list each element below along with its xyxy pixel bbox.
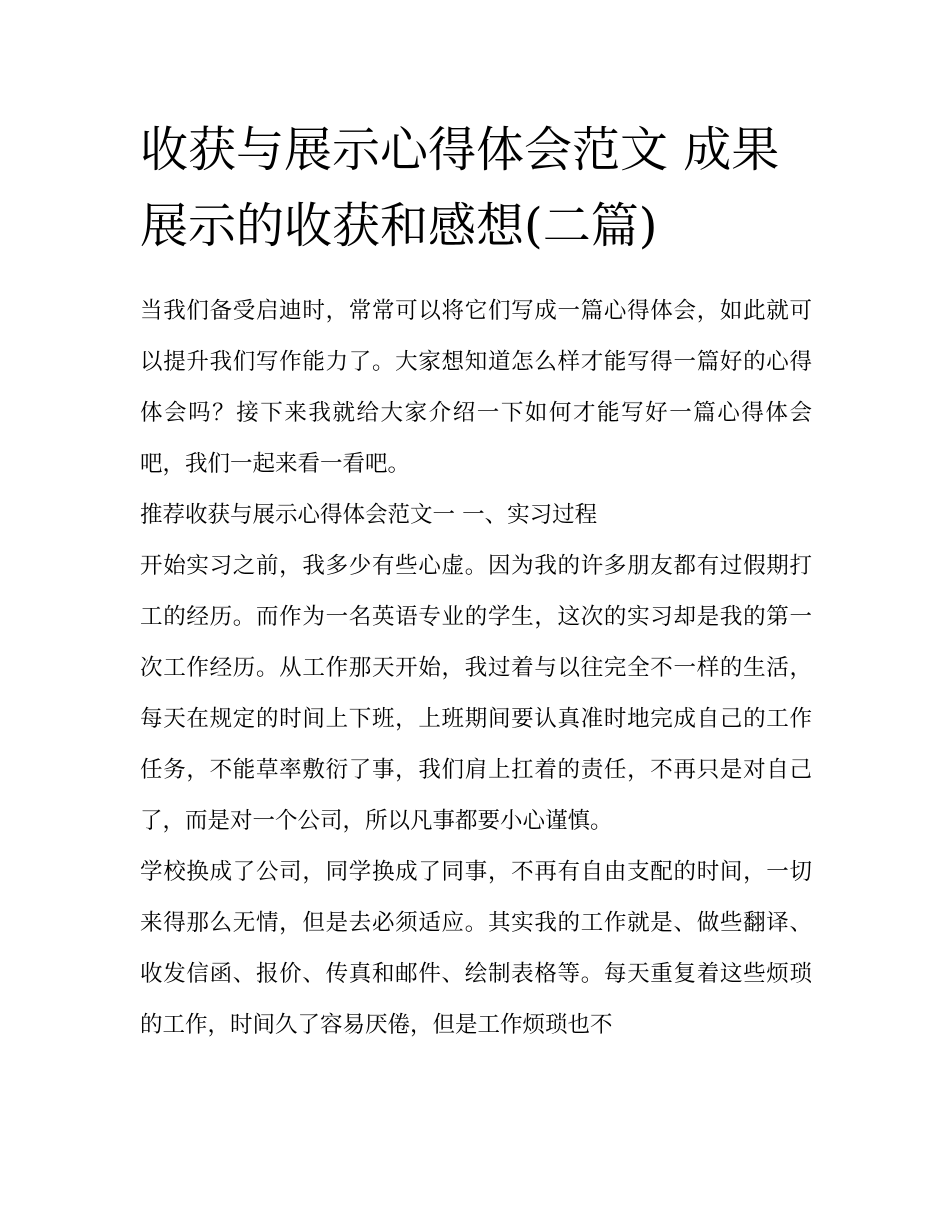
document-page — [140, 112, 812, 1051]
body-paragraph-1: 开始实习之前，我多少有些心虚。因为我的许多朋友都有过假期打工的经历。而作为一名英语专业的学生，这次的实习却是我的第一次工作经历。从工作那天开始，我过着与以往完全不一样的生活，每天在规定的时间上下班，上班期间要认真准时地完成自己的工作任务，不能草率敷衍了事，我们肩上扛着的责任，不再只是对自己了，而是对一个公司，所以凡事都要小心谨慎。 — [140, 553, 812, 834]
body-paragraph-2: 学校换成了公司，同学换成了同事，不再有自由支配的时间，一切来得那么无情，但是去必须适应。其实我的工作就是、做些翻译、收发信函、报价、传真和邮件、绘制表格等。每天重复着这些烦琐的工作，时间久了容易厌倦，但是工作烦琐也不 — [140, 859, 812, 1038]
intro-paragraph: 当我们备受启迪时，常常可以将它们写成一篇心得体会，如此就可以提升我们写作能力了。大家想知道怎么样才能写得一篇好的心得体会吗？接下来我就给大家介绍一下如何才能写好一篇心得体会吧，我们一起来看一看吧。 — [140, 298, 812, 477]
section-heading: 推荐收获与展示心得体会范文一 一、实习过程 — [140, 502, 598, 528]
document-title: 收获与展示心得体会范文 成果展示的收获和感想(二篇) — [140, 122, 780, 254]
